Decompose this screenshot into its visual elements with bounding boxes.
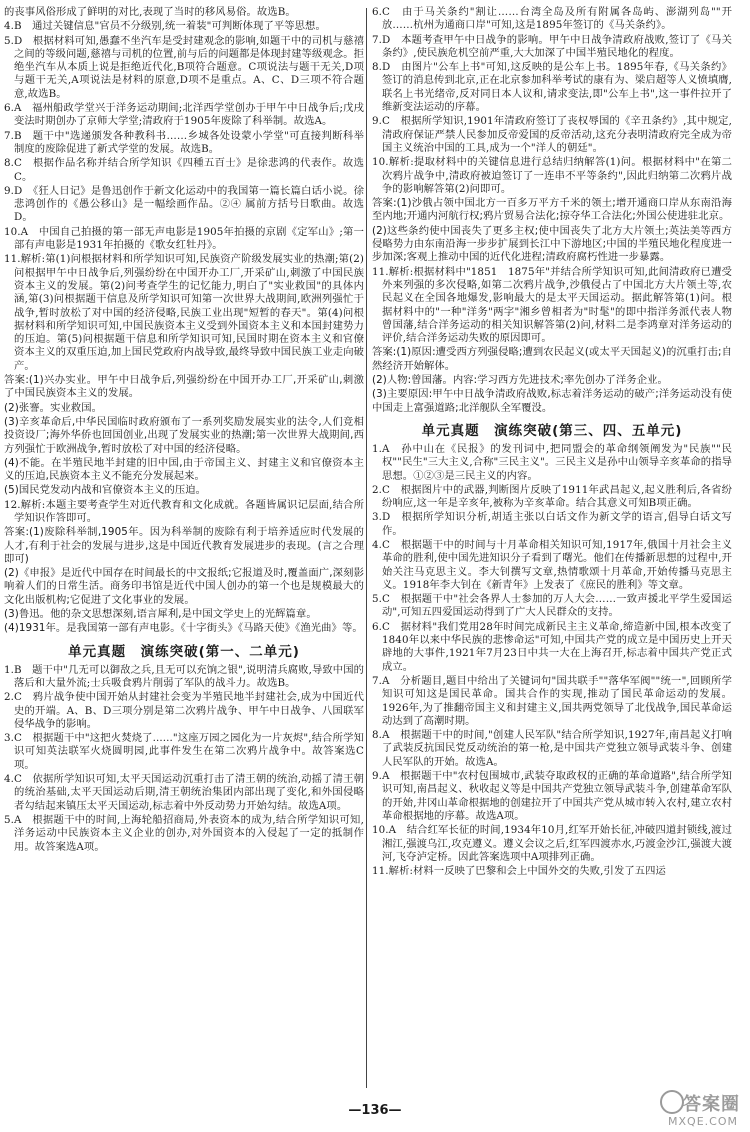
left-line-19: 1.B 题干中"几无可以御敌之兵,且无可以充饷之银",说明清兵腐败,导致中国的落后和大量外流;士兵吸食鸦片削弱了军队的战斗力。故选B。 (4, 663, 364, 689)
right-line-7: 11.解析:根据材料中"1851 1875年"并结合所学知识可知,此间清政府已遭受外来列强的多次侵略,如第二次鸦片战争,沙俄侵占了中国北方大片领土等,农民起义在全国各地爆发,影响最大的是太平天国运动。据此解答第(1)问。根据材料中的"一种"洋务"两字"湘乡曾相者为"时髦"的即中指洋务派代表人物曾国藩,结合洋务运动的相关知识解答第(2)问,材料二是李鸿章对洋务运动的评价,结合洋务运动失败的原因即可。 (372, 265, 732, 345)
right-answer-5: (3)主要原因:甲午中日战争清政府战败,标志着洋务运动的破产;洋务运动没有使中国走上富强道路;北洋舰队全军覆没。 (372, 388, 732, 414)
left-answer-5: (5)国民党发动内战和官僚资本主义的压迫。 (4, 484, 207, 497)
right-answer-4: (2)人物:曾国藩。内容:学习西方先进技术;率先创办了洋务企业。 (372, 374, 668, 387)
right-line-18: 8.A 根据题干中的时间,"创建人民军队"结合所学知识,1927年,南昌起义打响了武装反抗国民党反动统治的第一枪,是中国共产党独立领导武装斗争、创建人民军队的开始。故选A。 (372, 729, 732, 768)
right-line-4: 10.解析:提取材料中的关键信息进行总结归纳解答(1)问。根据材料中"在第二次鸦片战争中,清政府被迫签订了一连串不平等条约",因此归纳第二次鸦片战争的影响解答第(2)问即可。 (372, 156, 732, 195)
right-line-16: 6.C 据材料"我们党用28年时间完成新民主主义革命,缔造新中国,根本改变了1840年以来中华民族的悲惨命运"可知,中国共产党的成立是中国历史上开天辟地的大事件,1921年7月23日中共一大在上海召开,标志着中国共产党正式成立。 (372, 620, 732, 673)
right-line-0: 6.C 由于马关条约"割让……台湾全岛及所有附属各岛屿、澎湖列岛""开放……杭州为通商口岸"可知,这是1895年签订的《马关条约》。 (372, 6, 732, 32)
left-line-4: 7.B 题干中"选递颁发各种教科书……乡城各处设蒙小学堂"可直接判断科举制度的废除促进了新式学堂的发展。故选B。 (4, 129, 364, 155)
section-heading-units-3-5: 单元真题 演练突破(第三、四、五单元) (421, 422, 683, 439)
right-line-13: 3.D 根据所学知识分析,胡适主张以白话文作为新文学的语言,倡导白话文写作。 (372, 511, 732, 537)
left-line-21: 3.C 根据题干中"这把火焚烧了......"这座万园之园化为一片灰烬",结合所学知识可知英法联军火烧圆明园,此事件发生在第二次鸦片战争中。故答案选C项。 (4, 732, 364, 771)
right-line-11: 1.A 孙中山在《民报》的发刊词中,把同盟会的革命纲领阐发为"民族""民权""民生"三大主义,合称"三民主义"。三民主义是孙中山领导辛亥革命的指导思想。①②③是三民主义的内容。 (372, 442, 732, 482)
section-heading-units-1-2: 单元真题 演练突破(第一、二单元) (68, 643, 300, 660)
left-line-14: 12.解析:本题主要考查学生对近代教育和文化成就。各题皆属识记层面,结合所学知识作答即可。 (4, 498, 364, 524)
left-line-22: 4.C 依据所学知识可知,太平天国运动沉重打击了清王朝的统治,动摇了清王朝的统治基础,太平天国运动后期,清王朝统治集团内部出现了变化,和外国侵略者勾结起来镇压太平天国运动,标志着中外反动势力开始勾结。故选A项。 (4, 773, 364, 812)
right-column (372, 6, 732, 1092)
left-line-0: 的丧事风俗形成了鲜明的对比,表现了当时的移风易俗。故选B。 (4, 6, 296, 18)
right-answer-1: 答案:(1)沙俄占领中国北方一百多万平方千米的领土;增开通商口岸从东南沿海至内地;开通内河航行权;鸦片贸易合法化;掠夺华工合法化;外国公使进驻北京。 (372, 197, 732, 223)
watermark-logo (648, 1088, 744, 1128)
left-answer-2: (2)张謇。实业救国。 (4, 401, 103, 414)
left-answer-3: (3)辛亥革命后,中华民国临时政府颁布了一系列奖励发展实业的法令,人们竞相投资设厂;海外华侨也回国创业,出现了发展实业的热潮;第一次世界大战期间,西方列强忙于欧洲战争,暂时放松了对中国的经济侵略。 (4, 415, 364, 455)
right-line-19: 9.A 根据题干中"农村包围城市,武装夺取政权的正确的革命道路",结合所学知识可知,南昌起义、秋收起义等是中国共产党独立领导武装斗争,创建革命军队的开始,井冈山革命根据地的创建拉开了中国共产党从城市转入农村,建立农村革命根据地的序幕。故选A项。 (372, 770, 732, 822)
left-line-1: 4.B 通过关键信息"官员不分级别,统一着装"可判断体现了平等思想。 (4, 20, 326, 33)
left-answer-4: (4)不能。在半殖民地半封建的旧中国,由于帝国主义、封建主义和官僚资本主义的压迫,民族资本主义不能充分发展起来。 (4, 456, 364, 483)
left-line-3: 6.A 福州船政学堂兴于洋务运动期间;北洋西学堂创办于甲午中日战争后;戊戌变法时期创办了京师大学堂;清政府于1905年废除了科举制。故选A。 (4, 102, 364, 128)
left-line-8: 11.解析:第(1)问根据材料和所学知识可知,民族资产阶级发展实业的热潮;第(2)问根据甲午中日战争后,列强纷纷在中国开办工厂,开采矿山,刺激了中国民族资本主义的发展。第(2)问考查学生的记忆能力,明白了"实业救国"的具体内涵,第(3)问根据题干信息及所学知识可知第一次世界大战期间,欧洲列强忙于战争,暂时放松了对中国的经济侵略,民族工业出现"短暂的春天"。第(4)问根据材料和所学知识可知,中国民族资本主义受到外国资本主义和本国封建势力的压迫。第(5)问根据题干信息和所学知识可知,民国时期在资本主义和官僚资本主义的双重压迫,加上国民党政府内战导致,最终导致中国民族工业走向破产。 (4, 253, 364, 372)
watermark-top-text: 答案圈 (683, 1094, 740, 1115)
right-line-2: 8.D 由图片"公车上书"可知,这反映的是公车上书。1895年春,《马关条约》签订的消息传到北京,正在北京参加科举考试的康有为、梁启超等人义愤填膺,联名上书光绪帝,反对同日本人议和,请求变法,即"公车上书",这一事件拉开了维新变法运动的序幕。 (372, 61, 732, 114)
right-answer-2: (2)这些条约使中国丧失了更多主权;使中国丧失了北方大片领土;英法美等西方侵略势力由东南沿海一步步扩展到长江中下游地区;中国的半殖民地化程度进一步加深;客观上推动中国的近代化进程;清政府腐朽性进一步暴露。 (372, 224, 732, 264)
left-line-20: 2.C 鸦片战争使中国开始从封建社会变为半殖民地半封建社会,成为中国近代史的开端。A、B、D三项分别是第二次鸦片战争、甲午中日战争、八国联军侵华战争的影响。 (4, 691, 364, 730)
left-answer-1: 答案:(1)兴办实业。甲午中日战争后,列强纷纷在中国开办工厂,开采矿山,刺激了中国民族资本主义的发展。 (4, 374, 364, 400)
left-answer-7: (2)《申报》是近代中国存在时间最长的中文报纸;它报道及时,覆盖面广,深刻影响着人们的日常生活。商务印书馆是近代中国人创办的第一个也是规模最大的文化出版机构;它促进了文化事业的发展。 (4, 567, 364, 606)
column-divider (366, 8, 367, 1088)
stamp-icon (660, 1090, 684, 1114)
right-line-14: 4.C 根据题干中的时间与十月革命相关知识可知,1917年,俄国十月社会主义革命的胜利,使中国先进知识分子看到了曙光。他们在传播新思想的过程中,开始关注马克思主义。李大钊撰写文章,热情歌颂十月革命,开始传播马克思主义。1918年李大钊在《新青年》上发表了《庶民的胜利》等文章。 (372, 538, 732, 591)
right-line-21: 11.解析:材料一反映了巴黎和会上中国外交的失败,引发了五四运 (372, 865, 666, 878)
left-column (4, 6, 364, 1092)
left-line-6: 9.D 《狂人日记》是鲁迅创作于新文化运动中的我国第一篇长篇白话小说。徐悲鸿创作的《愚公移山》是一幅绘画作品。②④ 属前方括号日歌曲。故选D。 (4, 184, 364, 224)
right-line-20: 10.A 结合红军长征的时间,1934年10月,红军开始长征,冲破四道封锁线,渡过湘江,强渡乌江,攻克遵义。遵义会议之后,红军四渡赤水,巧渡金沙江,强渡大渡河,飞夺泸定桥。因此答案选项中A项排列正确。 (372, 824, 732, 863)
left-line-23: 5.A 根据题干中的时间,上海轮船招商局,外表资本的成为,结合所学知识可知,洋务运动中民族资本主义企业的创办,对外国资本的入侵起了一定的抵制作用。故答案选A项。 (4, 813, 364, 853)
right-line-1: 7.D 本题考查甲午中日战争的影响。甲午中日战争清政府战败,签订了《马关条约》,使民族危机空前严重,大大加深了中国半殖民地化的程度。 (372, 33, 732, 59)
left-answer-9: (4)1931年。是我国第一部有声电影。《十字街头》《马路天使》《渔光曲》等。 (4, 622, 363, 635)
left-answer-8: (3)鲁迅。他的杂文思想深刻,语言犀利,是中国文学史上的光辉篇章。 (4, 608, 317, 621)
right-line-15: 5.C 根据题干中"社会各界人士参加的万人大会……一致声援北平学生爱国运动",可知五四爱国运动得到了广大人民群众的支持。 (372, 593, 732, 619)
left-answer-6: 答案:(1)废除科举制,1905年。因为科举制的废除有利于培养适应时代发展的人才,有利于社会的发展与进步,这是中国近代教育发展进步的表现。(言之合理即可) (4, 526, 364, 565)
watermark-bottom-text: MXQE.COM (668, 1115, 738, 1128)
left-line-2: 5.D 根据材料可知,愚蠢不坐汽车是受封建观念的影响,如题干中的司机与慈禧之间的等级问题,慈禧与司机的位置,前与后的问题都是体现封建等级观念。拒绝坐汽车从本质上说是拒绝近代化,B项符合题意。C项说法与题干无关,D项与题干无关,A项说法是材料的原意,D项不是重点。A、C、D三项不符合题意,故选B。 (4, 34, 364, 100)
left-line-7: 10.A 中国自己拍摄的第一部无声电影是1905年拍摄的京剧《定军山》;第一部有声电影是1931年拍摄的《歌女红牡丹》。 (4, 225, 364, 252)
right-line-3: 9.C 根据所学知识,1901年清政府签订了丧权辱国的《辛丑条约》,其中规定,清政府保证严禁人民参加反帝爱国的反帝活动,这充分表明清政府完全成为帝国主义统治中国的工具,成为一个"洋人的朝廷"。 (372, 115, 732, 154)
page-number: —136— (348, 1103, 402, 1118)
right-line-12: 2.C 根据图片中的武器,判断图片反映了1911年武昌起义,起义胜利后,各省纷纷响应,这一年是辛亥年,被称为辛亥革命。结合其意义可知B项正确。 (372, 483, 732, 510)
right-line-17: 7.A 分析题目,题目中给出了关键词句"国共联手""落华军阀""统一",回顾所学知识可知这是国民革命。国共合作的实现,推动了国民革命运动的发展。1926年,为了推翻帝国主义和封建主义,国共两党领导了北伐战争,国民革命运动达到了高潮时期。 (372, 674, 732, 727)
right-answer-3: 答案:(1)原因:遭受西方列强侵略;遭到农民起义(或太平天国起义)的沉重打击;自然经济开始解体。 (372, 346, 732, 372)
left-line-5: 8.C 根据作品名称并结合所学知识《四種五百士》是徐悲鸿的代表作。故选C。 (4, 157, 364, 183)
